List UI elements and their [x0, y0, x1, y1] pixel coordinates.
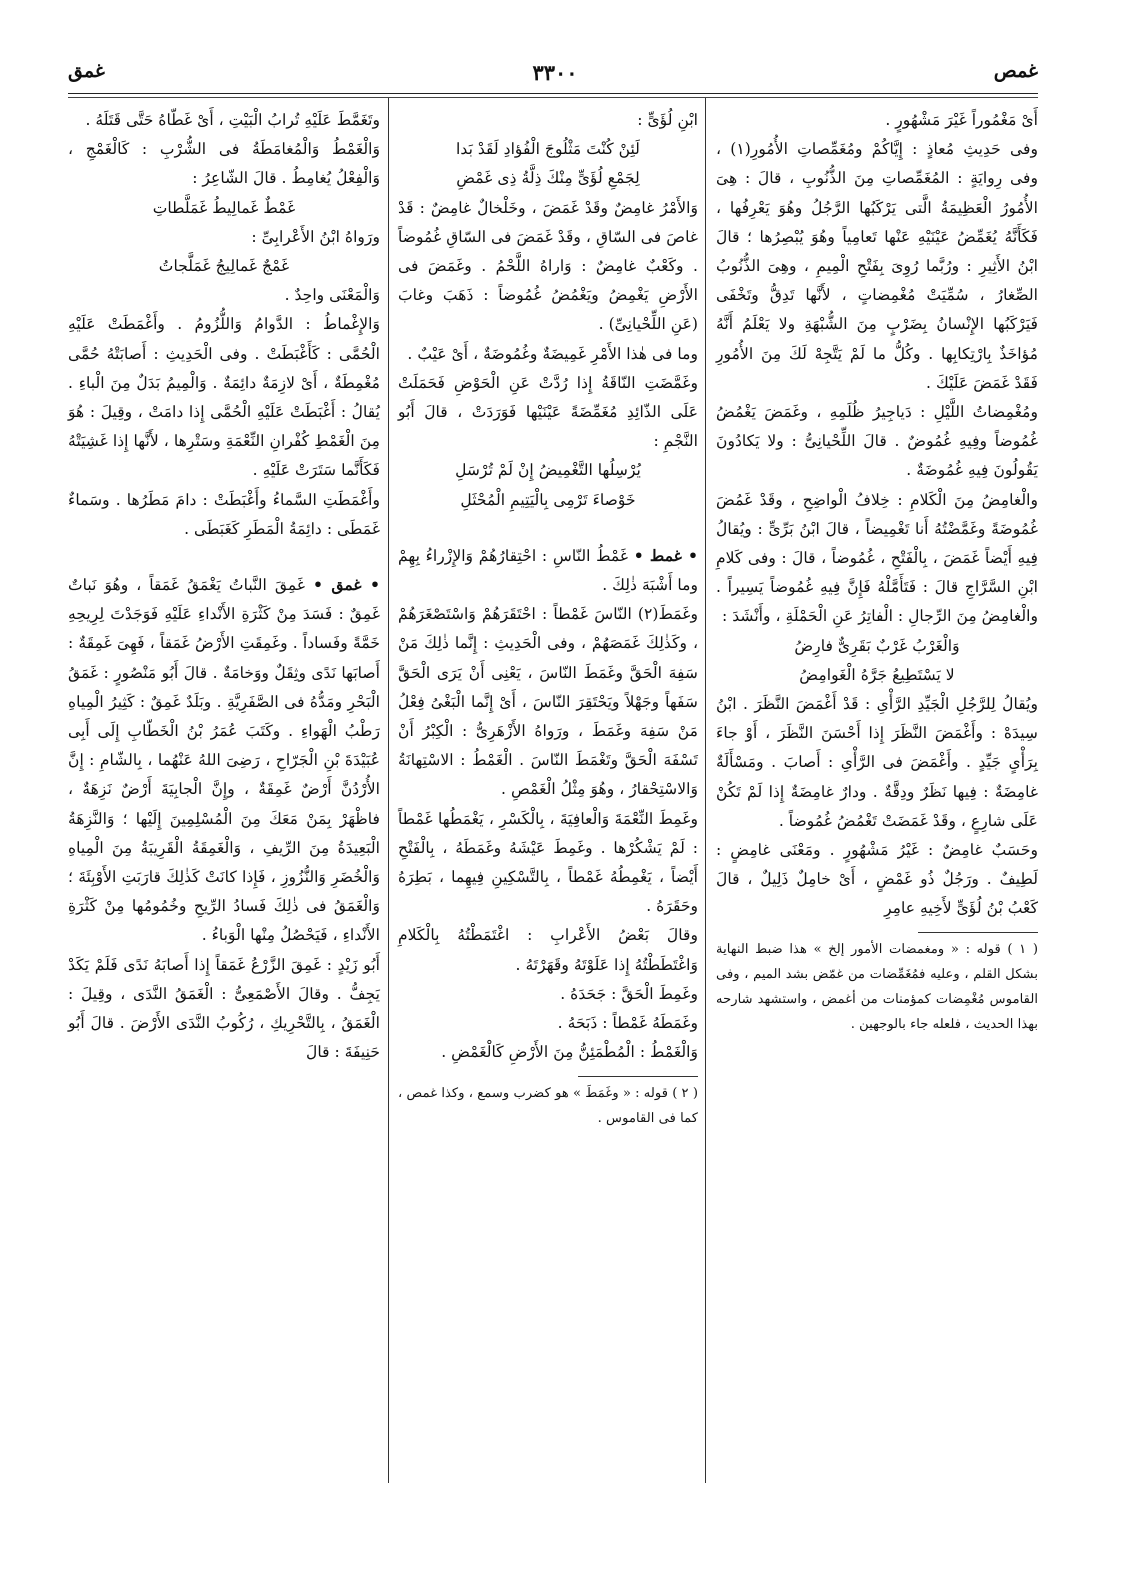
paragraph: وغَمِطَ الْحَقَّ : جَحَدَهُ .	[560, 984, 698, 1003]
paragraph: أَىْ مَغْمُوراً غَيْرَ مَشْهُورٍ .	[885, 111, 1038, 129]
paragraph: وَالْمَعْنَى واحِدٌ .	[284, 286, 380, 305]
column-divider-left	[388, 98, 389, 1483]
paragraph: ومُغْمِضاتُ اللَّيْلِ : دَياجِيرُ ظُلَمِهِ ، وغَمَضَ يَغْمُضُ غُمُوضاً وفِيهِ غُمُوضٌ . قالَ اللِّحْيانِىُّ : ولا يَكادُونَ يَقُولُونَ فِيهِ غُمُوضَةٌ .	[716, 403, 1038, 480]
paragraph: وفى حَدِيثِ مُعاذٍ : إِيَّاكُمْ ومُغَمِّصاتِ الأُمُورِ(١) ، وفى رِوايَةٍ : المُغَمِّصاتِ مِنَ الذُّنُوبِ ، قالَ : هِىَ الأُمُورُ الْعَظِيمَةُ الَّتى يَرْكَبُها الرَّجُلُ وهُوَ يَعْرِفُها ، فَكَأَنَّهُ يُغَمِّضُ عَيْنَيْهِ عَنْها تَعامِياً وهُوَ يُبْصِرُها ؛ قالَ ابْنُ الأَثِيرِ : ورُبَّما رُوِىَ بِفَتْحِ الْمِيمِ ، وهِىَ الذُّنُوبُ الصِّغارُ ، سُمِّيَتْ مُغْمِضاتٍ ، لأَنَّها تَدِقُّ وتَخْفَى فَيَرْكَبُها الإِنْسانُ بِضَرْبٍ مِنَ الشُّبْهَةِ ولا يَعْلَمُ أَنَّهُ مُؤاخَذٌ بِارْتِكابِها . وكُلُّ ما لَمْ يَتَّجِهْ لَكَ مِنَ الأُمُورِ فَقَدْ غَمَضَ عَلَيْكَ .	[716, 140, 1038, 392]
paragraph: وَالأَمْرُ غامِضٌ وقَدْ غَمَضَ ، وخَلْخالٌ غامِضٌ : قَدْ غاصَ فى السّاقِ ، وقَدْ غَمَضَ فى السّاقِ غُمُوضاً . وكَعْبٌ غامِضٌ : وَاراهُ اللَّحْمُ . وغَمَضَ فى الأَرْضِ يَغْمِضُ ويَغْمُضُ غُمُوضاً : ذَهَبَ وغابَ (عَنِ اللِّحْيانِىِّ) .	[398, 198, 698, 334]
running-head-left: غمق	[68, 60, 105, 82]
paragraph: وَالإِغْماطُ : الدَّوامُ وَاللُّزُومُ . وأَغْمَطَتْ عَلَيْهِ الْحُمَّى : كَأَغْبَطَتْ . وفى الْحَدِيثِ : أَصابَتْهُ حُمَّى مُغْمِطَةٌ ، أَىْ لازِمَةٌ دائِمَةٌ . وَالْمِيمُ بَدَلٌ مِنَ الْباءِ . يُقالُ : أَغْبَطَتْ عَلَيْهِ الْحُمَّى إِذا دامَتْ ، وقِيلَ : هُوَ مِنَ الْغَمْطِ كُفْرانِ النِّعْمَةِ وسَتْرِها ، لأَنَّها إِذا غَشِيَتْهُ فَكَأَنَّما سَتَرَتْ عَلَيْهِ .	[68, 315, 380, 480]
footnote-rule	[918, 932, 1038, 933]
paragraph: وتَغَمَّطَ عَلَيْهِ تُرابُ الْبَيْتِ ، أَىْ غَطّاهُ حَتَّى قَتَلَهُ .	[85, 111, 380, 129]
entry-gap	[68, 544, 380, 570]
verse-line: لَئِنْ كُنْتَ مَثْلُوجَ الْفُؤادِ لَقَدْ بَدا	[456, 140, 640, 159]
paragraph: ورَواهُ ابْنُ الأَعْرابِىِّ :	[251, 227, 380, 246]
entry-headword: • غمط •	[633, 545, 698, 565]
column-divider-right	[705, 98, 706, 1483]
paragraph: وقالَ بَعْضُ الأَعْرابِ : اغْتَمَطْتُهُ بِالْكَلامِ وَاغْتَطَطْتُهُ إِذا عَلَوْتَهُ وقَهَرْتَهُ .	[398, 926, 698, 974]
page-number: ٣٣٠٠	[532, 60, 578, 85]
verse-line: غَمْجٌ غَمالِيجُ غَمَلَّجاتُ	[158, 257, 290, 276]
paragraph: ويُقالُ لِلرَّجُلِ الْجَيِّدِ الرَّأْىِ : قَدْ أَغْمَضَ النَّظَرَ . ابْنُ سِيدَهْ : وأَغْمَضَ النَّظَرَ إِذا أَحْسَنَ النَّظَرَ ، أَوْ جاءَ بِرَأْىٍ جَيِّدٍ . وأَغْمَضَ فى الرَّأْىِ : أَصابَ . ومَسْأَلَةٌ غامِضَةٌ : فِيها نَظَرٌ ودِقَّةٌ . ودارٌ غامِضَةٌ إِذا لَمْ تَكُنْ عَلَى شارِعٍ ، وقَدْ غَمَضَتْ تَغْمُضُ غُمُوضاً .	[716, 695, 1038, 830]
paragraph: والْغامِضُ مِنَ الْكَلامِ : خِلافُ الْواضِحِ ، وقَدْ غَمُضَ غُمُوضَةً وغَمَّضْتُهُ أَنا تَغْمِيضاً ، قالَ ابْنُ بَرِّىٍّ : ويُقالُ فِيهِ أَيْضاً غَمَضَ ، بِالْفَتْحِ ، غُمُوضاً ، قالَ : وفى كَلامِ ابْنِ السَّرَّاجِ قالَ : فَتَأَمَّلْهُ فَإِنَّ فِيهِ غُمُوضاً يَسِيراً . والْغامِضُ مِنَ الرِّجالِ : الْفاتِرُ عَنِ الْحَمْلَةِ ، وأَنْشَدَ :	[716, 490, 1038, 626]
entry-text: غَمْطُ النّاسِ : احْتِقارُهُمْ وَالإِزْراءُ بِهِمْ وما أَشْبَهَ ذٰلِكَ .	[398, 546, 698, 595]
column-left	[68, 106, 380, 1068]
paragraph: وغَمَطَهُ غَمْطاً : ذَبَحَهُ .	[557, 1014, 698, 1033]
footnote: ( ١ ) قوله : « ومغمضات الأمور إلخ » هذا ضبط النهاية بشكل القلم ، وعليه فمُغَمِّضات من غمّض بشد الميم ، وفى القاموس مُغْمِضات كمؤمنات من أغمض ، واستشهد شارحه بهذا الحديث ، فلعله جاء بالوجهين .	[716, 941, 1038, 1032]
verse-line: لِجَمْعِ لُؤَىٍّ مِنْكَ ذِلَّةُ ذِى غَمْضِ	[456, 169, 640, 188]
paragraph: وغَمَّضَتِ النّاقَةُ إِذا رُدَّتْ عَنِ الْحَوْضِ فَحَمَلَتْ عَلَى الذّائِدِ مُغَمِّضَةً عَيْنَيْها فَوَرَدَتْ ، قالَ أَبُو النَّجْمِ :	[398, 373, 698, 451]
footnote: ( ٢ ) قوله : « وغَمَطَ » هو كضرب وسمع ، وكذا غمص ، كما فى القاموس .	[398, 1085, 698, 1126]
entry-gap	[398, 515, 698, 541]
paragraph: أَبُو زَيْدٍ : غَمِقَ الزَّرْعُ غَمَقاً إِذا أَصابَهُ نَدًى فَلَمْ يَكَدْ يَجِفُّ . وقالَ الأَصْمَعِىُّ : الْغَمَقُ النَّدَى ، وقِيلَ : الْغَمَقُ ، بِالتَّحْرِيكِ ، رُكُوبُ النَّدَى الأَرْضَ . قالَ أَبُو حَنِيفَةَ : قالَ	[68, 955, 380, 1062]
paragraph: وحَسَبٌ غامِضٌ : غَيْرُ مَشْهُورٍ . ومَعْنَى غامِضٍ : لَطِيفٌ . ورَجُلٌ ذُو غَمْضٍ ، أَىْ خامِلٌ ذَلِيلٌ ، قالَ كَعْبُ بْنُ لُؤَىٍّ لأَخِيهِ عامِرِ	[716, 841, 1038, 918]
entry	[68, 570, 380, 951]
verse-line: غَمْطٌ غَمالِيطُ غَمَلَّطاتِ	[152, 198, 296, 217]
paragraph: وغَمِطَ النِّعْمَةَ وَالْعافِيَةَ ، بِالْكَسْرِ ، يَغْمَطُها غَمْطاً : لَمْ يَشْكُرْها . وغَمِطَ عَيْشَهُ وغَمَطَهُ ، بِالْفَتْحِ أَيْضاً ، يَغْمِطُهُ غَمْطاً ، بِالتَّسْكِينِ فِيهِما ، بَطِرَهُ وحَقَرَهُ .	[398, 809, 698, 916]
entry-headword: • غمق •	[312, 575, 380, 595]
verse-line: يُرْسِلُها التَّغْمِيضُ إِنْ لَمْ تُرْسَلِ	[455, 461, 641, 480]
paragraph: وَالْغَمْطُ : الْمُطْمَئِنُّ مِنَ الأَرْضِ كَالْغَمْضِ .	[441, 1043, 698, 1062]
running-head-right: غمص	[993, 60, 1038, 82]
header-rule-thin	[68, 97, 1038, 98]
verse-line: لا يَسْتَطِيعُ جَرَّهُ الْغَوامِضُ	[799, 665, 955, 684]
paragraph: ابْنِ لُؤَىٍّ :	[637, 111, 698, 129]
paragraph: وما فى هٰذا الأَمْرِ غَمِيضَةٌ وغُمُوضَةٌ ، أَىْ عَيْبٌ .	[407, 344, 698, 363]
entry-text: غَمِقَ النَّباتُ يَغْمَقُ غَمَقاً ، وهُوَ نَباتٌ غَمِقٌ : فَسَدَ مِنْ كَثْرَةِ الأَنْداءِ عَلَيْهِ فَوَجَدْتَ لِرِيحِهِ خَمَّةً وفَساداً . وغَمِقَتِ الأَرْضُ غَمَقاً ، فَهِىَ غَمِقَةٌ : أَصابَها نَدًى وثِقَلٌ ووَخامَةٌ . قالَ أَبُو مَنْصُورٍ : غَمَقُ الْبَحْرِ ومَدُّهُ فى الصَّفَرِيَّةِ . وبَلَدٌ غَمِقٌ : كَثِيرُ الْمِياهِ رَطْبُ الْهَواءِ . وكَتَبَ عُمَرُ بْنُ الْخَطّابِ إِلَى أَبِى عُبَيْدَةَ بْنِ الْجَرّاحِ ، رَضِىَ اللهُ عَنْهُما ، بِالشّامِ : إِنَّ الأُرْدُنَّ أَرْضٌ غَمِقَةٌ ، وإِنَّ الْجابِيَةَ أَرْضٌ نَزِهَةٌ ، فاظْهَرْ بِمَنْ مَعَكَ مِنَ الْمُسْلِمِينَ إِلَيْها ؛ وَالنَّزِهَةُ الْبَعِيدَةُ مِنَ الرِّيفِ ، وَالْغَمِقَةُ الْقَرِيبَةُ مِنَ الْمِياهِ وَالْخُضَرِ وَالنُّزُوزِ ، فَإِذا كانَتْ كَذٰلِكَ قارَبَتِ الأَوْبِئَةَ ؛ وَالْغَمَقُ فى ذٰلِكَ فَسادُ الرِّيحِ وخُمُومُها مِنْ كَثْرَةِ الأَنْداءِ ، فَيَحْصُلُ مِنْها الْوَباءُ .	[68, 576, 380, 945]
column-right	[716, 106, 1038, 1037]
paragraph: وغَمَطَ(٢) النّاسَ غَمْطاً : احْتَقَرَهُمْ وَاسْتَصْغَرَهُمْ ، وكَذٰلِكَ غَمَصَهُمْ ، وفى الْحَدِيثِ : إِنَّما ذٰلِكَ مَنْ سَفِهَ الْحَقَّ وغَمَطَ النّاسَ ، يَعْنِى أَنْ يَرَى الْحَقَّ سَفَهاً وجَهْلاً ويَحْتَقِرَ النّاسَ ، أَىْ إِنَّما الْبَغْىُ فِعْلُ مَنْ سَفِهَ وغَمَطَ ، ورَواهُ الأَزْهَرِىُّ : الْكِبْرُ أَنْ تَسْفَهَ الْحَقَّ وتَغْمَطَ النّاسَ . الْغَمْطُ : الاسْتِهانَةُ وَالاسْتِحْقارُ ، وهُوَ مِثْلُ الْغَمْصِ .	[398, 605, 698, 799]
paragraph: وأَغْمَطَتِ السَّماءُ وأَغْبَطَتْ : دامَ مَطَرُها . وسَماءٌ غَمَطَى : دائِمَةُ الْمَطَرِ كَغَبَطَى .	[68, 490, 380, 538]
header-rule	[68, 93, 1038, 94]
column-middle	[398, 106, 698, 1131]
verse-line: خَوْصاءَ تَرْمِى بِالْيَتِيمِ الْمُحْثَلِ	[460, 490, 636, 509]
footnote-rule	[578, 1076, 698, 1077]
entry	[398, 541, 698, 600]
paragraph: وَالْغَمْطُ وَالْمُغامَطَةُ فى الشُّرْبِ : كَالْغَمْجِ ، وَالْفِعْلُ يُغامِطُ . قالَ الشّاعِرُ :	[68, 140, 380, 188]
verse-line: وَالْغَرْبُ غَرْبٌ بَقَرِىٌّ فارِضُ	[794, 636, 960, 655]
